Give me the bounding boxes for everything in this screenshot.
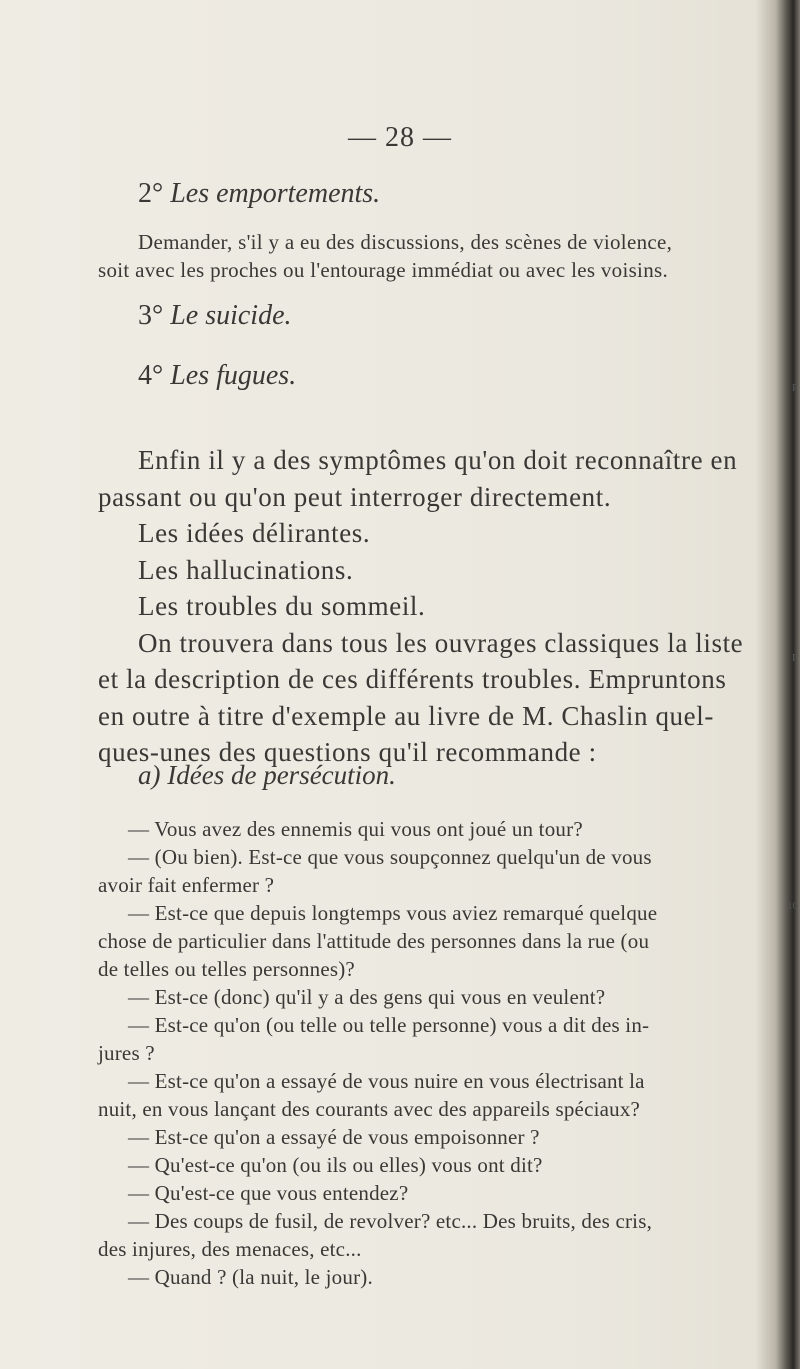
subsection-letter: a) <box>138 760 161 790</box>
section-title: Les emportements. <box>170 178 381 209</box>
text-line: On trouvera dans tous les ouvrages classiques la liste <box>138 627 744 658</box>
text-line: soit avec les proches ou l'entourage immédiat ou avec les voisins. <box>98 258 669 282</box>
question-line: — Qu'est-ce que vous entendez? <box>128 1181 409 1205</box>
question-line: — Qu'est-ce qu'on (ou ils ou elles) vous ont dit? <box>128 1153 543 1177</box>
questions-list <box>98 815 758 1291</box>
section2-paragraph <box>98 228 748 284</box>
section-title: Le suicide. <box>170 300 292 331</box>
main-paragraph <box>98 442 758 771</box>
question-line: chose de particulier dans l'attitude des personnes dans la rue (ou <box>98 929 650 953</box>
text-line: passant ou qu'on peut interroger directement. <box>98 481 612 512</box>
question-line: — Des coups de fusil, de revolver? etc... Des bruits, des cris, <box>128 1209 653 1233</box>
question-line: — Quand ? (la nuit, le jour). <box>128 1265 373 1289</box>
text-line: en outre à titre d'exemple au livre de M. Chaslin quel- <box>98 700 714 731</box>
question-line: nuit, en vous lançant des courants avec des appareils spéciaux? <box>98 1097 641 1121</box>
question-line: avoir fait enfermer ? <box>98 873 275 897</box>
page-edge-shadow <box>756 0 800 1369</box>
question-line: des injures, des menaces, etc... <box>98 1237 362 1261</box>
section-number: 2° <box>138 178 164 209</box>
question-line: jures ? <box>98 1041 155 1065</box>
text-line: Enfin il y a des symptômes qu'on doit reconnaître en <box>138 445 738 475</box>
text-line: ques-unes des questions qu'il recommande : <box>98 737 597 767</box>
section-number: 3° <box>138 300 164 331</box>
section-heading-4 <box>138 360 296 392</box>
margin-mark: P <box>791 652 798 664</box>
question-line: — Est-ce qu'on a essayé de vous empoisonner ? <box>128 1125 540 1149</box>
text-line: et la description de ces différents troubles. Empruntons <box>98 664 727 694</box>
subsection-heading-a <box>138 760 396 791</box>
text-line: Les hallucinations. <box>138 554 354 585</box>
question-line: — Est-ce qu'on (ou telle ou telle personne) vous a dit des in- <box>128 1013 650 1037</box>
question-line: de telles ou telles personnes)? <box>98 957 355 981</box>
question-line: — Vous avez des ennemis qui vous ont joué un tour? <box>128 817 583 841</box>
margin-mark: P <box>791 382 798 394</box>
section-title: Les fugues. <box>170 360 297 391</box>
section-heading-3 <box>138 300 292 332</box>
text-line: Les troubles du sommeil. <box>138 591 426 621</box>
question-line: — Est-ce (donc) qu'il y a des gens qui vous en veulent? <box>128 985 606 1009</box>
question-line: — Est-ce que depuis longtemps vous aviez remarqué quelque <box>128 901 658 925</box>
section-number: 4° <box>138 360 164 391</box>
question-line: — (Ou bien). Est-ce que vous soupçonnez quelqu'un de vous <box>128 845 652 869</box>
question-line: — Est-ce qu'on a essayé de vous nuire en vous électrisant la <box>128 1069 645 1093</box>
subsection-title: Idées de persécution. <box>167 760 396 790</box>
margin-mark: 10 <box>787 900 798 912</box>
text-line: Demander, s'il y a eu des discussions, des scènes de violence, <box>138 230 673 254</box>
section-heading-2 <box>138 178 380 210</box>
page-number: — 28 — <box>348 122 452 153</box>
text-line: Les idées délirantes. <box>138 518 371 548</box>
